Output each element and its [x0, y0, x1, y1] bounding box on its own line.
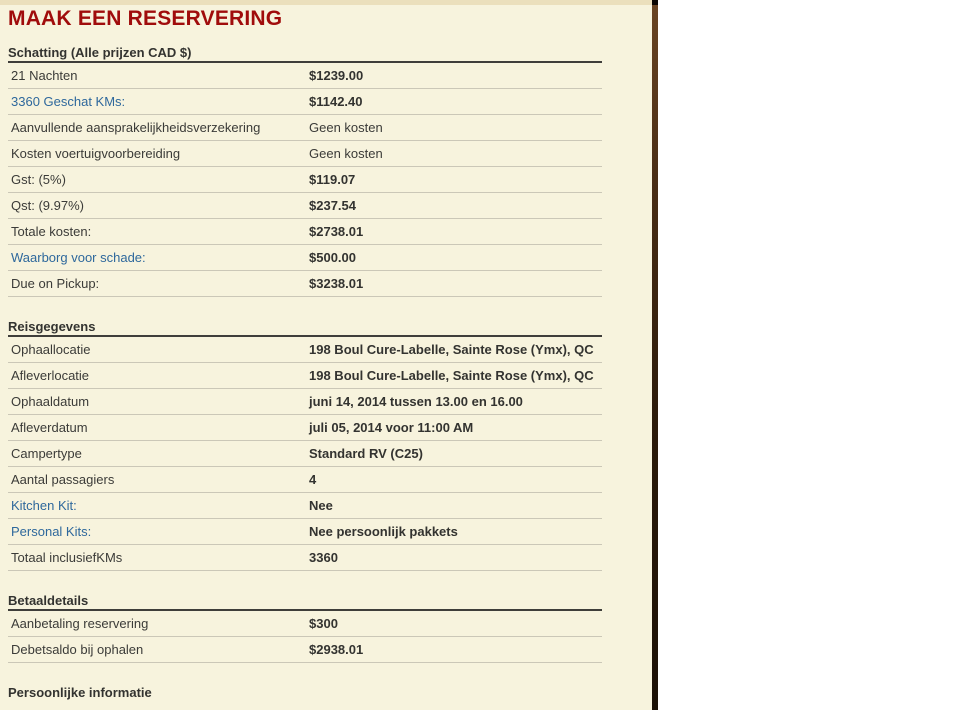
row-label-totale-kosten: Totale kosten: [11, 224, 92, 239]
row-value-afleverdatum: juli 05, 2014 voor 11:00 AM [309, 420, 474, 435]
table-row [8, 611, 602, 637]
row-label-due-on-pickup: Due on Pickup: [11, 276, 100, 291]
row-value-gst: $119.07 [309, 172, 356, 187]
row-value-kitchen-kit: Nee [309, 498, 333, 513]
row-label-gst: Gst: (5%) [11, 172, 66, 187]
table-row [8, 219, 602, 245]
table-row [8, 493, 602, 519]
reservation-summary [8, 30, 602, 703]
row-value-nachten: $1239.00 [309, 68, 364, 83]
table-row [8, 271, 602, 297]
row-value-aanbetaling: $300 [309, 616, 338, 631]
table-row [8, 63, 602, 89]
row-value-totaal-kms: 3360 [309, 550, 338, 565]
section-heading-reisgegevens: Reisgegevens [8, 317, 602, 337]
row-value-afleverlocatie: 198 Boul Cure-Labelle, Sainte Rose (Ymx), QC [309, 368, 594, 383]
vertical-divider [652, 0, 658, 710]
row-value-ophaaldatum: juni 14, 2014 tussen 13.00 en 16.00 [309, 394, 523, 409]
row-value-totale-kosten: $2738.01 [309, 224, 364, 239]
section-heading-persoonlijke-informatie: Persoonlijke informatie [8, 685, 152, 700]
row-label-nachten: 21 Nachten [11, 68, 78, 83]
section-heading-schatting: Schatting (Alle prijzen CAD $) [8, 43, 602, 63]
row-label-afleverlocatie: Afleverlocatie [11, 368, 90, 383]
row-label-totaal-kms: Totaal inclusiefKMs [11, 550, 123, 565]
personal-kits-link[interactable]: Personal Kits: [11, 524, 92, 539]
row-value-debetsaldo: $2938.01 [309, 642, 364, 657]
table-row [8, 389, 602, 415]
row-value-verzekering: Geen kosten [309, 120, 383, 135]
row-value-due-on-pickup: $3238.01 [309, 276, 364, 291]
waarborg-link[interactable]: Waarborg voor schade: [11, 250, 146, 265]
row-value-qst: $237.54 [309, 198, 356, 213]
table-row [8, 467, 602, 493]
kitchen-kit-link[interactable]: Kitchen Kit: [11, 498, 77, 513]
row-value-passagiers: 4 [309, 472, 317, 487]
section-schatting [8, 43, 602, 297]
table-row [8, 89, 602, 115]
row-label-aanbetaling: Aanbetaling reservering [11, 616, 149, 631]
table-row [8, 545, 602, 571]
table-row [8, 167, 602, 193]
row-label-campertype: Campertype [11, 446, 82, 461]
row-label-afleverdatum: Afleverdatum [11, 420, 88, 435]
table-row [8, 415, 602, 441]
row-value-kms: $1142.40 [309, 94, 363, 109]
top-accent-strip [0, 0, 652, 5]
row-value-campertype: Standard RV (C25) [309, 446, 423, 461]
row-label-voorbereiding: Kosten voertuigvoorbereiding [11, 146, 181, 161]
row-label-verzekering: Aanvullende aansprakelijkheidsverzekering [11, 120, 261, 135]
row-label-debetsaldo: Debetsaldo bij ophalen [11, 642, 144, 657]
section-persoonlijke-informatie [8, 683, 602, 703]
table-row [8, 337, 602, 363]
table-row [8, 363, 602, 389]
table-row [8, 245, 602, 271]
section-betaaldetails [8, 591, 602, 663]
row-label-passagiers: Aantal passagiers [11, 472, 115, 487]
table-row [8, 637, 602, 663]
table-row [8, 115, 602, 141]
table-row [8, 441, 602, 467]
row-value-personal-kits: Nee persoonlijk pakkets [309, 524, 458, 539]
row-value-voorbereiding: Geen kosten [309, 146, 383, 161]
row-label-qst: Qst: (9.97%) [11, 198, 84, 213]
table-row [8, 141, 602, 167]
section-heading-betaaldetails: Betaaldetails [8, 591, 602, 611]
row-label-ophaaldatum: Ophaaldatum [11, 394, 90, 409]
section-reisgegevens [8, 317, 602, 571]
geschat-kms-link[interactable]: 3360 Geschat KMs: [11, 94, 126, 109]
page-title: MAAK EEN RESERVERING [8, 7, 283, 30]
row-value-waarborg: $500.00 [309, 250, 356, 265]
row-label-ophaallocatie: Ophaallocatie [11, 342, 91, 357]
table-row [8, 519, 602, 545]
table-row [8, 193, 602, 219]
row-value-ophaallocatie: 198 Boul Cure-Labelle, Sainte Rose (Ymx), QC [309, 342, 594, 357]
